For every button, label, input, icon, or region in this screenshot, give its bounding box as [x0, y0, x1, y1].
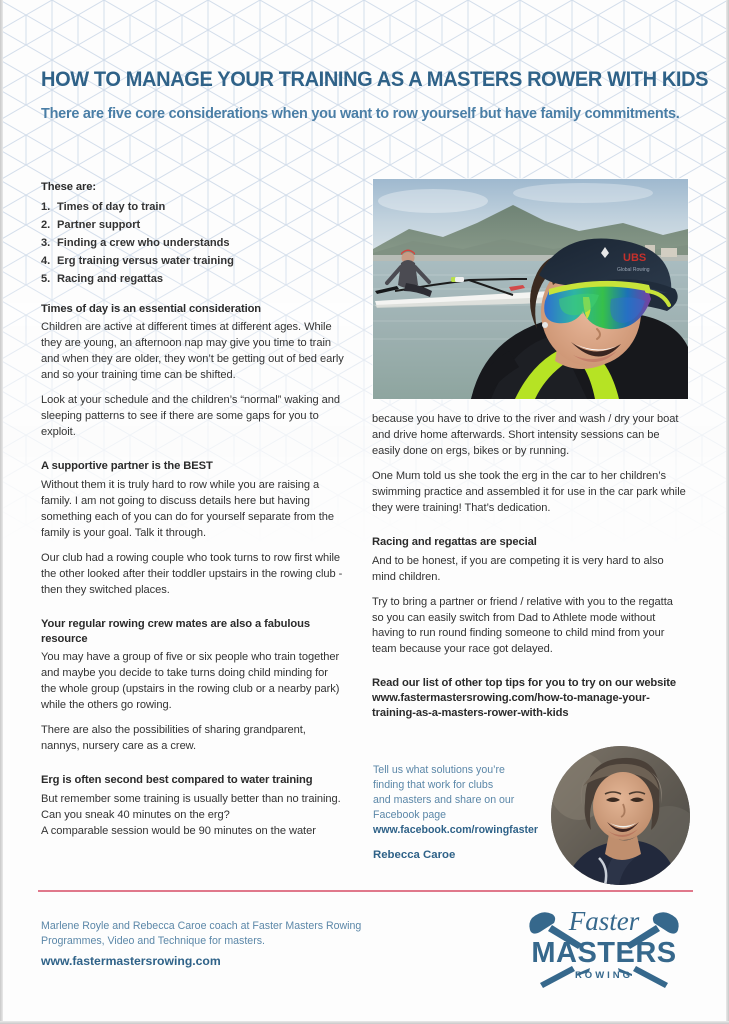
section-heading-racing: Racing and regattas are special: [372, 535, 537, 548]
crew-paragraph-2: There are also the possibilities of sharing grandparent, nannys, nursery care as a crew.: [41, 724, 306, 753]
logo-main-word: MASTERS: [531, 937, 677, 969]
footer-divider: [38, 890, 693, 892]
footer-credit: [41, 919, 471, 970]
list-item-number: 3.: [41, 236, 51, 249]
list-item-label: Partner support: [57, 218, 141, 231]
erg-paragraph-2: A comparable session would be 90 minutes on the water: [41, 824, 316, 837]
intro-lead: These are:: [41, 181, 96, 193]
list-item-number: 5.: [41, 272, 51, 285]
erg-paragraph-2-continued: because you have to drive to the river and wash / dry your boat and drive home afterwards. Short intensity sessions can be easily done on ergs, bikes or by running.: [372, 413, 679, 457]
list-item-label: Finding a crew who understands: [57, 236, 230, 249]
logo-sub-word: ROWING: [574, 970, 634, 981]
list-item-number: 2.: [41, 218, 51, 231]
erg-paragraph-3: One Mum told us she took the erg in the car to her children’s swimming practice and assembled it for use in the car park while they were training! That’s dedication.: [372, 469, 686, 514]
crew-paragraph-1: You may have a group of five or six people who train together and maybe you decide to take turns doing child minding for the whole group (upstairs in the rowing club or a nearby park) while the others go rowing.: [41, 651, 340, 712]
facebook-link[interactable]: www.facebook.com/rowingfaster: [373, 824, 539, 837]
rebecca-caroe-portrait: [551, 746, 690, 885]
list-item-label: Times of day to train: [57, 200, 166, 213]
rowing-selfie-photo: [373, 179, 688, 399]
partner-paragraph-1: Without them it is truly hard to row while you are raising a family. I am not going to discuss details here but having something each of you can do for yourself separate from the family is your goal. Talk it through.: [41, 478, 335, 539]
section-heading-erg: Erg is often second best compared to water training: [41, 774, 313, 787]
read-more-link[interactable]: Read our list of other top tips for you to try on our website www.fastermastersrowing.com/how-to-manage-your-training-as-a-masters-rower-with-kids: [372, 677, 677, 719]
callout-box: [373, 763, 578, 863]
footer-credit-line-1: Marlene Royle and Rebecca Caroe coach at Faster Masters Rowing: [41, 920, 362, 932]
partner-paragraph-2: Our club had a rowing couple who took turns to row first while the other looked after their toddler upstairs in the rowing club - then they switched places.: [41, 551, 343, 596]
list-item-label: Erg training versus water training: [57, 254, 234, 267]
list-item-number: 1.: [41, 200, 51, 213]
callout-line-1: Tell us what solutions you’re: [373, 764, 505, 776]
section-heading-crew: Your regular rowing crew mates are also a fabulous resource: [41, 617, 310, 645]
page-edge-left: [0, 0, 3, 1024]
list-item: [41, 199, 346, 217]
footer-website-link[interactable]: www.fastermastersrowing.com: [41, 953, 221, 968]
erg-paragraph-1: But remember some training is usually better than no training. Can you sneak 40 minutes on the erg?: [41, 792, 341, 821]
callout-line-3: and masters and share on our: [373, 794, 515, 807]
section-heading-times-of-day: Times of day is an essential consideration: [41, 302, 262, 315]
right-column: [372, 412, 687, 725]
page-subtitle: There are five core considerations when you want to row yourself but have family commitments.: [41, 105, 680, 122]
list-item-label: Racing and regattas: [57, 272, 164, 285]
callout-line-2: finding that work for clubs: [373, 779, 494, 792]
racing-paragraph-1: And to be honest, if you are competing it is very hard to also mind children.: [372, 554, 664, 583]
svg-text:Global Rowing: Global Rowing: [617, 267, 650, 273]
section-heading-partner: A supportive partner is the BEST: [41, 460, 213, 473]
racing-paragraph-2: Try to bring a partner or friend / relative with you to the regatta so you can easily switch from Dad to Athlete mode without having to run round finding someone to child mind from your team because your race got delayed.: [372, 595, 673, 656]
list-item: [41, 217, 346, 235]
times-of-day-paragraph-2: Look at your schedule and the children’s “normal” waking and sleeping patterns to see if there are some gaps for you to exploit.: [41, 394, 340, 439]
times-of-day-paragraph-1: Children are active at different times at different ages. While they are young, an afternoon nap may give you time to train and when they are older, they won’t be getting out of bed early and so your training time can be shifted.: [41, 321, 344, 382]
faster-masters-rowing-logo: [514, 898, 694, 990]
svg-text:UBS: UBS: [623, 252, 647, 264]
callout-author-name: Rebecca Caroe: [373, 849, 456, 862]
logo-script-word: Faster: [568, 906, 640, 936]
list-item: [41, 271, 346, 289]
left-column: [41, 180, 346, 840]
footer-credit-line-2: Programmes, Video and Technique for masters.: [41, 935, 265, 948]
callout-line-4: Facebook page: [373, 809, 447, 822]
list-item: [41, 235, 346, 253]
considerations-list: [41, 199, 346, 289]
list-item-number: 4.: [41, 254, 51, 267]
page-title: HOW TO MANAGE YOUR TRAINING AS A MASTERS ROWER WITH KIDS: [41, 67, 709, 91]
list-item: [41, 253, 346, 271]
